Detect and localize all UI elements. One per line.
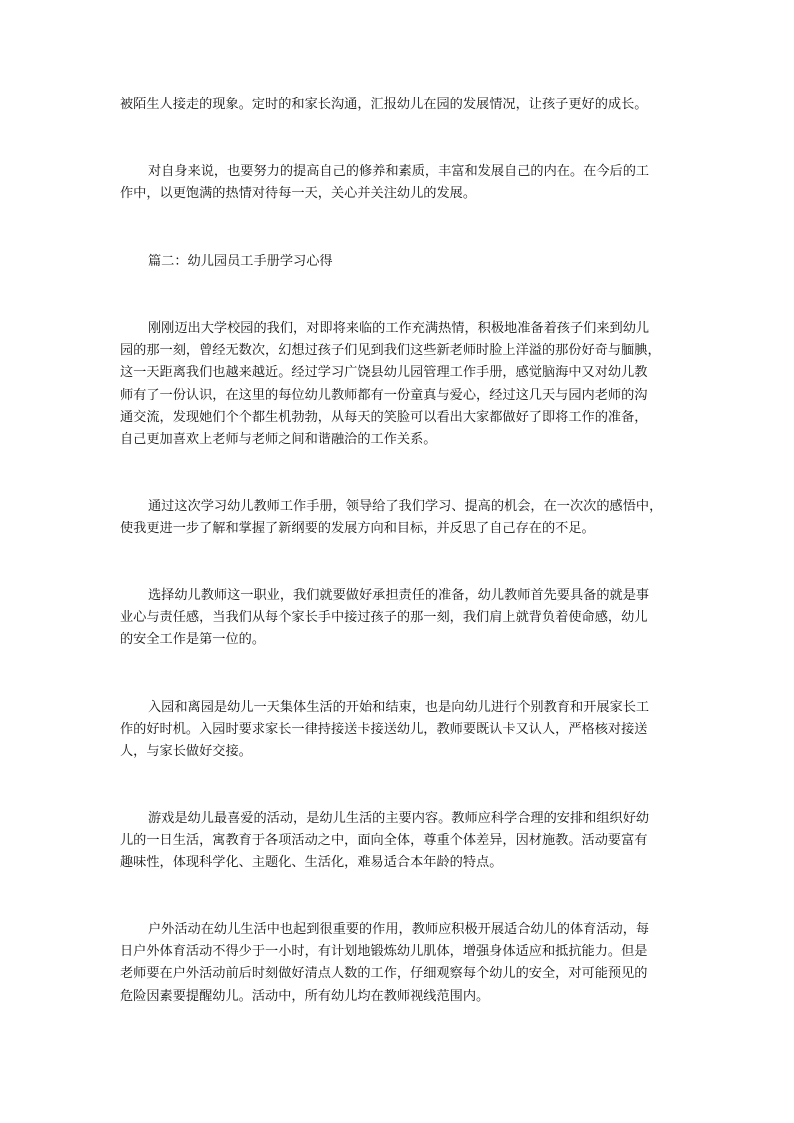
paragraph-2 (120, 161, 680, 205)
text-line: 被陌生人接走的现象。定时的和家长沟通，汇报幼儿在园的发展情况，让孩子更好的成长。 (120, 97, 648, 112)
paragraph-5 (120, 496, 680, 540)
paragraph-9 (120, 919, 680, 1008)
text-line: 园的那一刻，曾经无数次，幻想过孩子们见到我们这些新老师时脸上洋溢的那份好奇与腼腆， (120, 343, 661, 359)
text-line: 的安全工作是第一位的。 (120, 632, 266, 648)
text-line: 自己更加喜欢上老师与老师之间和谐融洽的工作关系。 (120, 432, 437, 448)
text-line: 儿的一日生活，寓教育于各项活动之中，面向全体，尊重个体差异，因材施教。活动要富有 (120, 833, 648, 849)
paragraph-6 (120, 585, 680, 652)
heading-text: 篇二：幼儿园员工手册学习心得 (148, 254, 333, 269)
text-line: 作中，以更饱满的热情对待每一天，关心并关注幼儿的发展。 (120, 186, 477, 202)
text-line: 老师要在户外活动前后时刻做好清点人数的工作，仔细观察每个幼儿的安全，对可能预见的 (120, 966, 648, 982)
text-line: 危险因素要提醒幼儿。活动中，所有幼儿均在教师视线范围内。 (120, 988, 490, 1004)
paragraph-1 (120, 94, 680, 116)
paragraph-8 (120, 808, 680, 875)
text-line: 游戏是幼儿最喜爱的活动，是幼儿生活的主要内容。教师应科学合理的安排和组织好幼 (148, 811, 650, 826)
text-line: 作的好时机。入园时要求家长一律持接送卡接送幼儿，教师要既认卡又认人，严格核对接送 (120, 722, 648, 738)
text-line: 通交流，发现她们个个都生机勃勃，从每天的笑脸可以看出大家都做好了即将工作的准备， (120, 409, 648, 425)
text-line: 通过这次学习幼儿教师工作手册，领导给了我们学习、提高的机会，在一次次的感悟中， (148, 499, 663, 514)
text-line: 对自身来说，也要努力的提高自己的修养和素质，丰富和发展自己的内在。在今后的工 (148, 164, 650, 179)
text-line: 入园和离园是幼儿一天集体生活的开始和结束，也是向幼儿进行个别教育和开展家长工 (148, 700, 650, 715)
text-line: 这一天距离我们也越来越近。经过学习广饶县幼儿园管理工作手册，感觉脑海中又对幼儿教 (120, 365, 648, 381)
text-line: 刚刚迈出大学校园的我们，对即将来临的工作充满热情，积极地准备着孩子们来到幼儿 (148, 321, 650, 336)
text-line: 户外活动在幼儿生活中也起到很重要的作用，教师应积极开展适合幼儿的体育活动，每 (148, 922, 650, 937)
text-line: 使我更进一步了解和掌握了新纲要的发展方向和目标，并反思了自己存在的不足。 (120, 521, 595, 537)
paragraph-7 (120, 697, 680, 764)
text-line: 业心与责任感，当我们从每个家长手中接过孩子的那一刻，我们肩上就背负着使命感，幼儿 (120, 610, 648, 626)
paragraph-4 (120, 318, 680, 451)
text-line: 趣味性，体现科学化、主题化、生活化，难易适合本年龄的特点。 (120, 855, 503, 871)
text-line: 人，与家长做好交接。 (120, 744, 252, 760)
text-line: 日户外体育活动不得少于一小时，有计划地锻炼幼儿肌体，增强身体适应和抵抗能力。但是 (120, 944, 648, 960)
text-line: 选择幼儿教师这一职业，我们就要做好承担责任的准备，幼儿教师首先要具备的就是事 (148, 588, 650, 603)
section-heading (120, 251, 680, 273)
text-line: 师有了一份认识，在这里的每位幼儿教师都有一份童真与爱心，经过这几天与园内老师的沟 (120, 387, 648, 403)
